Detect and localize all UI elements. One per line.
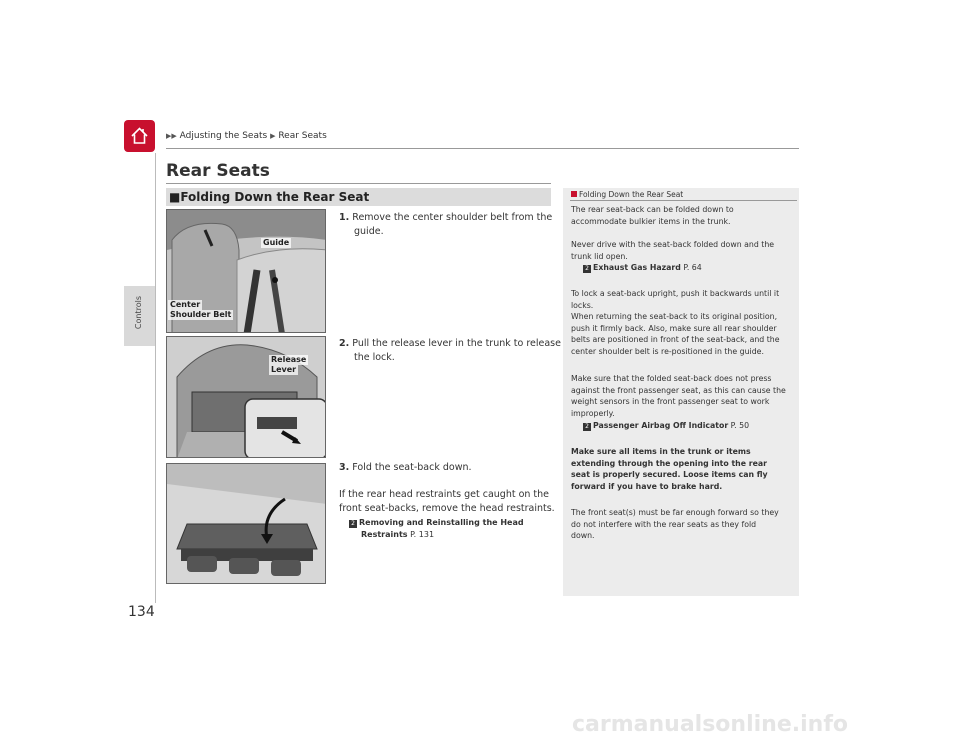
section-heading: ■Folding Down the Rear Seat — [166, 188, 551, 206]
figure-shoulder-belt — [166, 209, 326, 333]
head-restraint-note: If the rear head restraints get caught on the front seat-backs, remove the head restraints. — [339, 489, 555, 514]
note-paragraph-1: The rear seat-back can be folded down to accommodate bulkier items in the trunk. — [571, 205, 734, 226]
callout-center: Center — [170, 300, 201, 309]
ref-head-restraints[interactable]: 2 Removing and Reinstalling the Head Restraints P. 131 — [349, 517, 524, 541]
notes-heading: Folding Down the Rear Seat — [571, 190, 683, 199]
reference-icon: 2 — [349, 520, 357, 528]
sidebar-section-label: Controls — [134, 296, 143, 330]
figure-release-lever — [166, 336, 326, 458]
notes-rule — [570, 200, 797, 201]
step-1: 1. Remove the center shoulder belt from the guide. — [339, 212, 553, 237]
breadcrumb-item-adjusting-seats[interactable]: Adjusting the Seats — [179, 131, 268, 141]
ref-passenger-airbag[interactable]: 2 Passenger Airbag Off Indicator P. 50 — [571, 420, 793, 432]
reference-icon: 2 — [583, 423, 591, 431]
home-button[interactable] — [124, 120, 155, 152]
reference-icon: 2 — [583, 265, 591, 273]
callout-release: Release — [271, 355, 307, 364]
sidebar-divider — [155, 153, 156, 603]
figure-fold-seatback — [166, 463, 326, 584]
header-rule — [166, 148, 799, 149]
note-warning: Make sure all items in the trunk or items extending through the opening into the rear seat is properly secured. Loose items can fly forward if you have to brake hard. — [571, 447, 768, 491]
note-paragraph-3: To lock a seat-back upright, push it backwards until it locks. When returning the seat-back to its original position, push it firmly back. Also, make sure all rear shoulder belts are positioned in front of the seat-back, and the center shoulder belt is re-positioned in the guide. — [571, 289, 780, 356]
note-marker-icon — [571, 191, 577, 197]
watermark: carmanualsonline.info — [572, 712, 848, 737]
breadcrumb: ▶▶ Adjusting the Seats ▶ Rear Seats — [166, 131, 327, 141]
page-number: 134 — [128, 604, 155, 620]
breadcrumb-item-rear-seats[interactable]: Rear Seats — [278, 131, 327, 141]
callout-lever: Lever — [271, 365, 297, 374]
callout-guide: Guide — [263, 238, 290, 247]
step-3: 3. Fold the seat-back down. — [339, 462, 472, 473]
home-icon — [129, 125, 150, 146]
note-paragraph-2: Never drive with the seat-back folded down and the trunk lid open. — [571, 240, 775, 261]
ref-exhaust-gas-hazard[interactable]: 2 Exhaust Gas Hazard P. 64 — [571, 262, 793, 274]
step-2: 2. Pull the release lever in the trunk to release the lock. — [339, 338, 561, 363]
fold-seatback-illustration — [167, 464, 326, 584]
title-rule — [166, 183, 551, 184]
page-title: Rear Seats — [166, 161, 270, 181]
note-paragraph-4: Make sure that the folded seat-back does not press against the front passenger seat, as this can cause the weight sensors in the front passenger seat to work improperly. — [571, 374, 786, 418]
callout-shoulder-belt: Shoulder Belt — [170, 310, 232, 319]
note-paragraph-5: The front seat(s) must be far enough forward so they do not interfere with the rear seats as they fold down. — [571, 508, 779, 540]
